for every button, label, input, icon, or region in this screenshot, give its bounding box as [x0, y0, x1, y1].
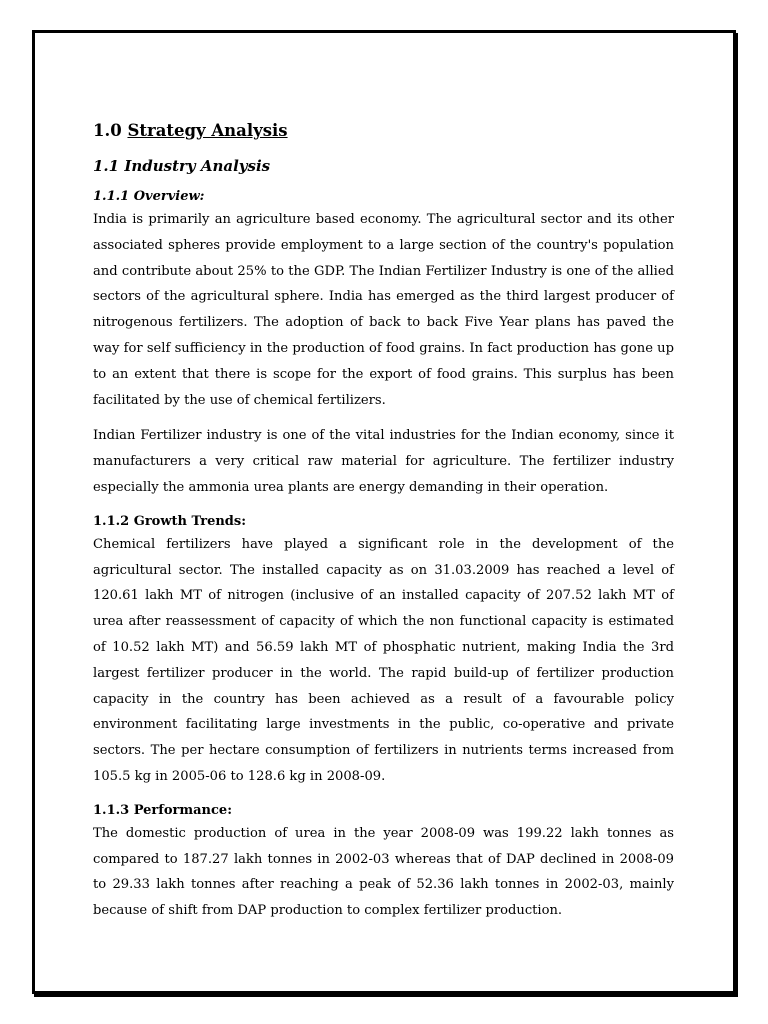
section-heading-performance: 1.1.3 Performance:: [93, 802, 232, 818]
performance-paragraph: The domestic production of urea in the year 2008-09 was 199.22 lakh tonnes as compared to 187.27 lakh tonnes in 2002-03 whereas that of DAP declined in 2008-09 to 29.33 lakh tonnes after reaching a peak of 52.36 lakh tonnes in 2002-03, mainly because of shift from DAP production to complex fertilizer production.: [93, 825, 674, 919]
overview-paragraph-1: India is primarily an agriculture based economy. The agricultural sector and its other associated spheres provide employment to a large section of the country's population and contribute about 25% to the GDP. The Indian Fertilizer Industry is one of the allied sectors of the agricultural sphere. India has emerged as the third largest producer of nitrogenous fertilizers. The adoption of back to back Five Year plans has paved the way for self sufficiency in the production of food grains. In fact production has gone up to an extent that there is scope for the export of food grains. This surplus has been facilitated by the use of chemical fertilizers.: [93, 212, 674, 408]
overview-paragraph-2: Indian Fertilizer industry is one of the vital industries for the Indian economy, since it manufacturers a very critical raw material for agriculture. The fertilizer industry especially the ammonia urea plants are energy demanding in their operation.: [93, 428, 674, 495]
section-heading-growth-trends: 1.1.2 Growth Trends:: [93, 513, 247, 529]
subheading-industry-analysis: 1.1 Industry Analysis: [93, 157, 271, 175]
document-body: [93, 119, 674, 924]
section-overview: [93, 187, 674, 501]
section-heading-overview: 1.1.1 Overview:: [93, 189, 205, 204]
growth-trends-paragraph: Chemical fertilizers have played a significant role in the development of the agricultural sector. The installed capacity as on 31.03.2009 has reached a level of 120.61 lakh MT of nitrogen (inclusive of an installed capacity of 207.52 lakh MT of urea after reassessment of capacity of which the non functional capacity is estimated of 10.52 lakh MT) and 56.59 lakh MT of phosphatic nutrient, making India the 3rd largest fertilizer producer in the world. The rapid build-up of fertilizer production capacity in the country has been achieved as a result of a favourable policy environment facilitating large investments in the public, co-operative and private sectors. The per hectare consumption of fertilizers in nutrients terms increased from 105.5 kg in 2005-06 to 128.6 kg in 2008-09.: [93, 536, 674, 784]
page-title: [93, 119, 674, 143]
heading-title: Strategy Analysis: [127, 121, 288, 140]
section-performance: [93, 801, 674, 924]
section-growth-trends: [93, 512, 674, 790]
heading-number: 1.0: [93, 121, 122, 140]
